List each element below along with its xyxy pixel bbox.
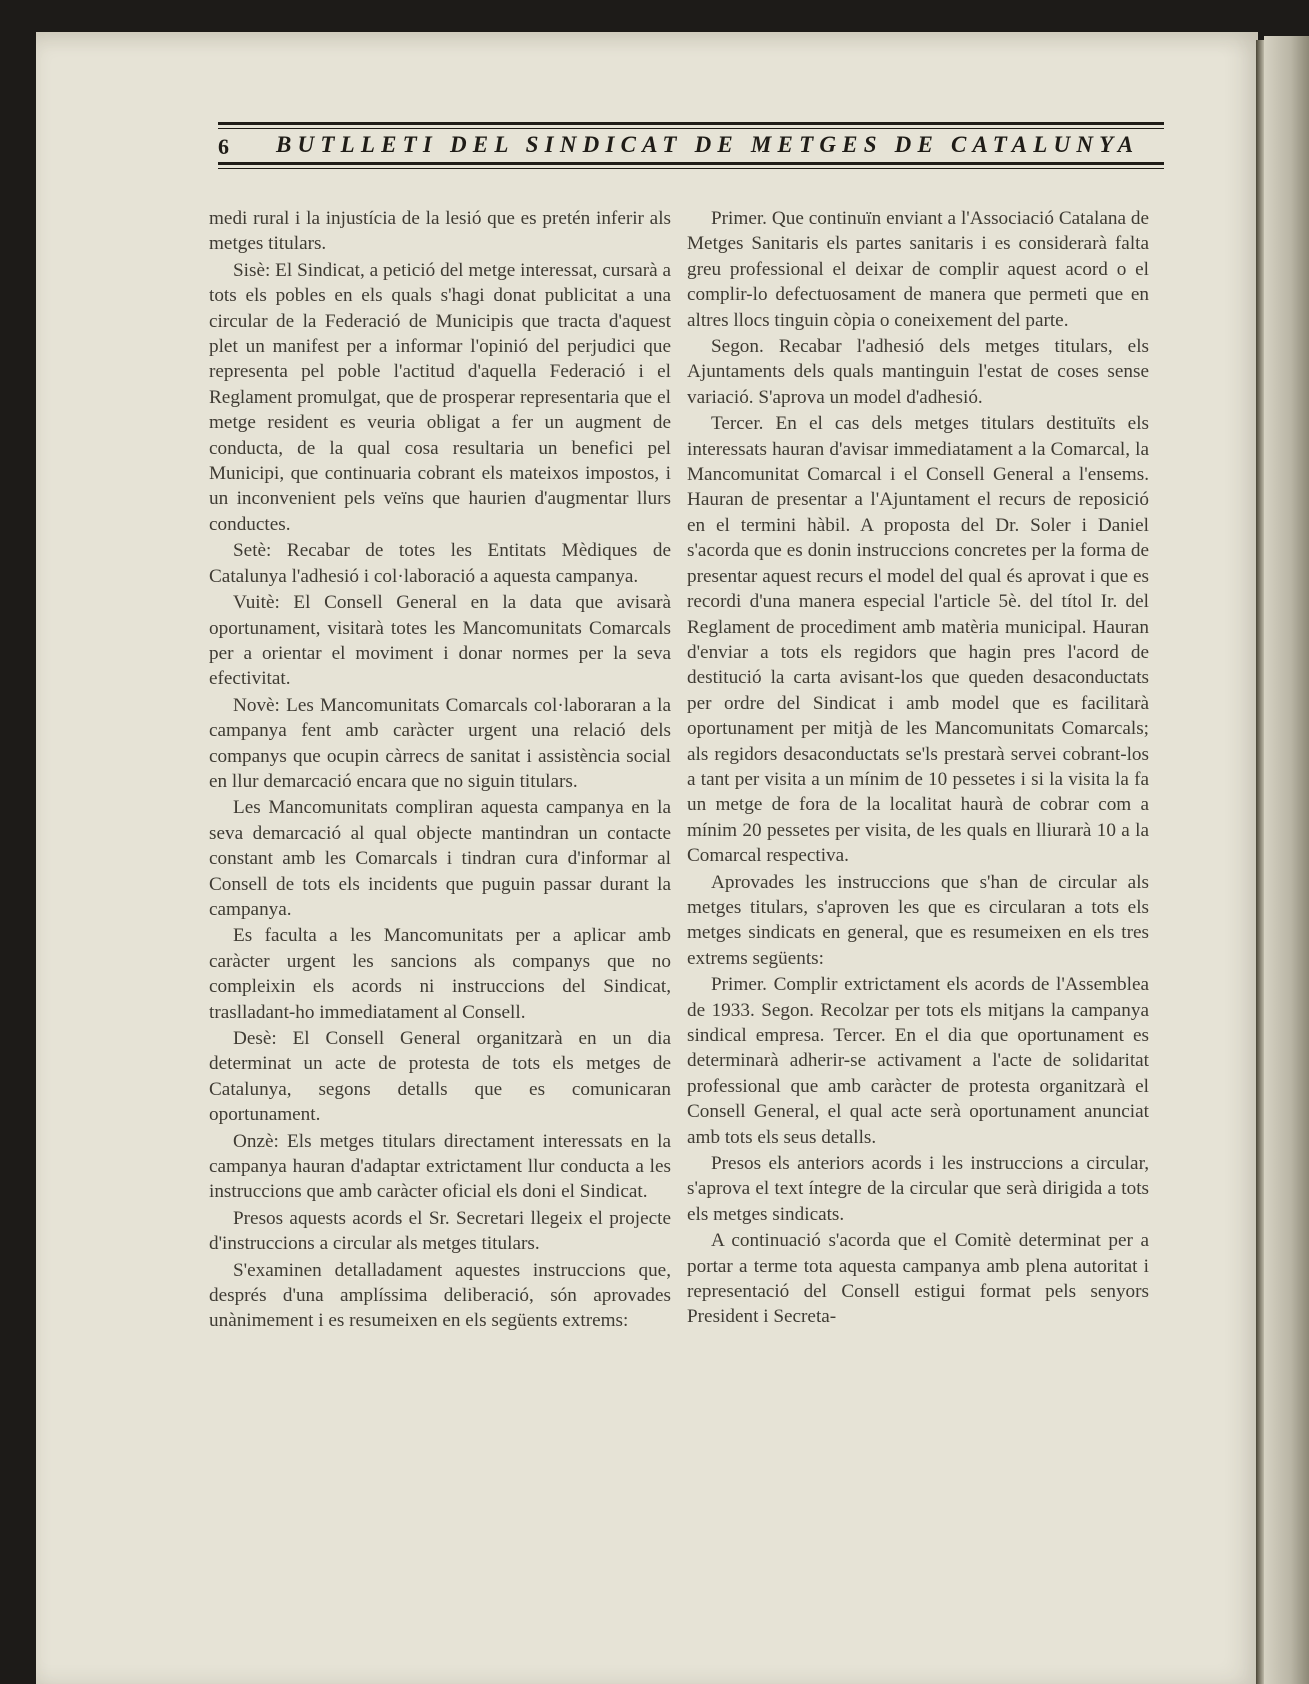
- header-rule-top: [218, 122, 1164, 125]
- page-number: 6: [218, 134, 229, 159]
- paragraph: medi rural i la injustícia de la lesió que es pretén inferir als metges titulars.: [209, 208, 671, 255]
- paragraph: Onzè: Els metges titulars directament interessats en la campanya hauran d'adaptar extrictament llur conducta a les instruccions que amb caràcter oficial els doni el Sindicat.: [209, 1130, 671, 1203]
- running-header: [218, 122, 1164, 174]
- book-spine-shadow: [1256, 40, 1264, 1684]
- paragraph: Presos els anteriors acords i les instruccions a circular, s'aprova el text íntegre de la circular que serà dirigida a tots els metges sindicats.: [687, 1153, 1149, 1225]
- paragraph: Presos aquests acords el Sr. Secretari llegeix el projecte d'instruccions a circular als metges titulars.: [209, 1207, 671, 1255]
- paragraph: Tercer. En el cas dels metges titulars destituïts els interessats hauran d'avisar immediatament a la Comarcal, la Mancomunitat Comarcal i el Consell General a l'ensems. Hauran de presentar a l'Ajuntament el recurs de reposició en el termini hàbil. A proposta del Dr. Soler i Daniel s'acorda que es donin instruccions concretes per la forma de presentar aquest recurs el model del qual és aprovat i que es recordi d'una manera especial l'article 5è. del títol Ir. del Reglament de procediment amb matèria municipal. Hauran d'enviar a tots els regidors que hagin pres l'acord de destitució la carta avisant-los que queden desaconductats per ordre del Sindicat i amb model que es facilitarà oportunament per mitjà de les Mancomunitats Comarcals; als regidors desaconductats se'ls prestarà servei cobrant-los a tant per visita a un mínim de 10 pessetes i si la visita la fa un metge de fora de la localitat haurà de cobrar com a mínim 20 pessetes per visita, de les quals en lliurarà 10 a la Comarcal respectiva.: [687, 413, 1149, 867]
- left-column: [209, 206, 671, 1334]
- paragraph: Aprovades les instruccions que s'han de circular als metges titulars, s'aproven les que es circularan a tots els metges sindicats en general, que es resumeixen en els tres extrems següents:: [687, 871, 1149, 969]
- facing-page-edge: [1264, 36, 1309, 1684]
- paragraph: Primer. Complir extrictament els acords de l'Assemblea de 1933. Segon. Recolzar per tots els mitjans la campanya sindical empresa. Tercer. En el dia que oportunament es determinarà adherir-se activament a l'acte de solidaritat professional que amb caràcter de protesta organitzarà el Consell General, el qual acte serà oportunament anunciat amb tots els seus detalls.: [687, 974, 1149, 1148]
- paragraph: Setè: Recabar de totes les Entitats Mèdiques de Catalunya l'adhesió i col·laboració a aquesta campanya.: [209, 540, 671, 587]
- header-rule-top-thin: [218, 128, 1164, 129]
- paragraph: Segon. Recabar l'adhesió dels metges titulars, els Ajuntaments dels quals mantinguin l'estat de coses sense variació. S'aprova un model d'adhesió.: [687, 336, 1149, 408]
- header-rule-bottom: [218, 162, 1164, 165]
- paragraph: S'examinen detalladament aquestes instruccions que, després d'una amplíssima deliberació, són aprovades unànimement i es resumeixen en els següents extrems:: [209, 1259, 671, 1332]
- paragraph: Vuitè: El Consell General en la data que avisarà oportunament, visitarà totes les Mancomunitats Comarcals per a orientar el moviment i donar normes per la seva efectivitat.: [209, 592, 671, 690]
- paragraph: Desè: El Consell General organitzarà en un dia determinat un acte de protesta de tots els metges de Catalunya, segons detalls que es comunicaran oportunament.: [209, 1028, 671, 1126]
- paragraph: Sisè: El Sindicat, a petició del metge interessat, cursarà a tots els pobles en els quals s'hagi donat publicitat a una circular de la Federació de Municipis que tracta d'aquest plet un manifest per a informar l'opinió del perjudici que representa pel poble l'actitud d'aquella Federació i el Reglament promulgat, que de prosperar representaria que el metge resident es veuria obligat a fer un augment de conducta, de la qual cosa resultaria un benefici pel Municipi, que continuaria cobrant els mateixos impostos, i un inconvenient pels veïns que haurien d'augmentar llurs conductes.: [209, 259, 671, 535]
- running-title: BUTLLETI DEL SINDICAT DE METGES DE CATALUNYA: [276, 132, 1140, 157]
- header-rule-bottom-thin: [218, 168, 1164, 169]
- paragraph: Novè: Les Mancomunitats Comarcals col·laboraran a la campanya fent amb caràcter urgent una relació dels companys que ocupin càrrecs de sanitat i assistència social en llur demarcació encara que no siguin titulars.: [209, 694, 671, 792]
- right-column: [687, 206, 1149, 1330]
- paragraph: A continuació s'acorda que el Comitè determinat per a portar a terme tota aquesta campanya amb plena autoritat i representació del Consell estigui format pels senyors President i Secreta-: [687, 1230, 1149, 1328]
- paragraph: Les Mancomunitats compliran aquesta campanya en la seva demarcació al qual objecte mantindran un contacte constant amb les Comarcals i tindran cura d'informar al Consell de tots els incidents que puguin passar durant la campanya.: [209, 797, 671, 920]
- paragraph: Primer. Que continuïn enviant a l'Associació Catalana de Metges Sanitaris els partes sanitaris i es considerarà falta greu professional el deixar de complir aquest acord o el complir-lo defectuosament de manera que permeti que en altres llocs tinguin còpia o coneixement del parte.: [687, 208, 1149, 331]
- paragraph: Es faculta a les Mancomunitats per a aplicar amb caràcter urgent les sancions als companys que no compleixin els acords ni instruccions del Sindicat, traslladant-ho immediatament al Consell.: [209, 925, 671, 1023]
